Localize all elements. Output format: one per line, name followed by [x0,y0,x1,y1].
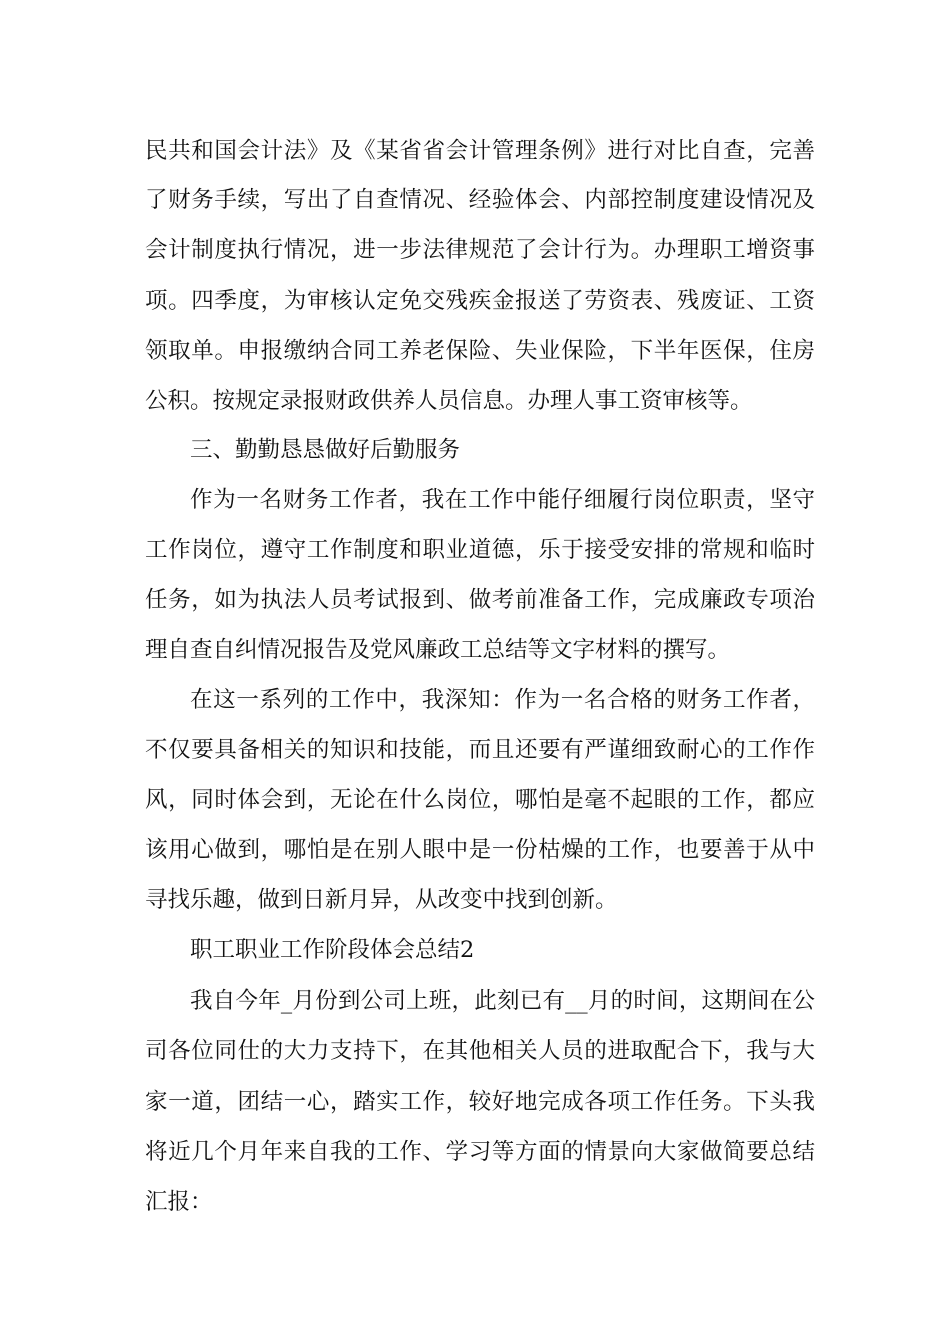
body-line: 任务，如为执法人员考试报到、做考前准备工作，完成廉政专项治 [145,587,815,613]
body-line: 工作岗位，遵守工作制度和职业道德，乐于接受安排的常规和临时 [145,537,815,563]
body-line: 在这一系列的工作中，我深知：作为一名合格的财务工作者， [190,687,815,713]
body-line: 作为一名财务工作者，我在工作中能仔细履行岗位职责，坚守 [190,487,815,513]
body-line: 不仅要具备相关的知识和技能，而且还要有严谨细致耐心的工作作 [145,737,815,763]
body-line: 寻找乐趣，做到日新月异，从改变中找到创新。 [145,887,618,913]
section-heading: 三、勤勤恳恳做好后勤服务 [190,437,461,463]
body-line: 汇报： [145,1189,213,1215]
section-title: 职工职业工作阶段体会总结2 [190,937,475,963]
body-line: 了财务手续，写出了自查情况、经验体会、内部控制度建设情况及 [145,187,815,213]
body-line: 司各位同仕的大力支持下，在其他相关人员的进取配合下，我与大 [145,1038,815,1064]
body-line: 家一道，团结一心，踏实工作，较好地完成各项工作任务。下头我 [145,1089,815,1115]
body-line: 领取单。申报缴纳合同工养老保险、失业保险，下半年医保，住房 [145,338,815,364]
body-line: 我自今年_月份到公司上班，此刻已有__月的时间，这期间在公 [190,988,815,1014]
body-line: 该用心做到，哪怕是在别人眼中是一份枯燥的工作，也要善于从中 [145,837,815,863]
body-line: 公积。按规定录报财政供养人员信息。办理人事工资审核等。 [145,388,753,414]
body-line: 民共和国会计法》及《某省省会计管理条例》进行对比自查，完善 [145,138,815,164]
body-line: 将近几个月年来自我的工作、学习等方面的情景向大家做简要总结 [145,1139,815,1165]
body-line: 风，同时体会到，无论在什么岗位，哪怕是毫不起眼的工作，都应 [145,787,815,813]
body-line: 理自查自纠情况报告及党风廉政工总结等文字材料的撰写。 [145,637,731,663]
body-line: 项。四季度，为审核认定免交残疾金报送了劳资表、残废证、工资 [145,288,815,314]
body-line: 会计制度执行情况，进一步法律规范了会计行为。办理职工增资事 [145,237,815,263]
